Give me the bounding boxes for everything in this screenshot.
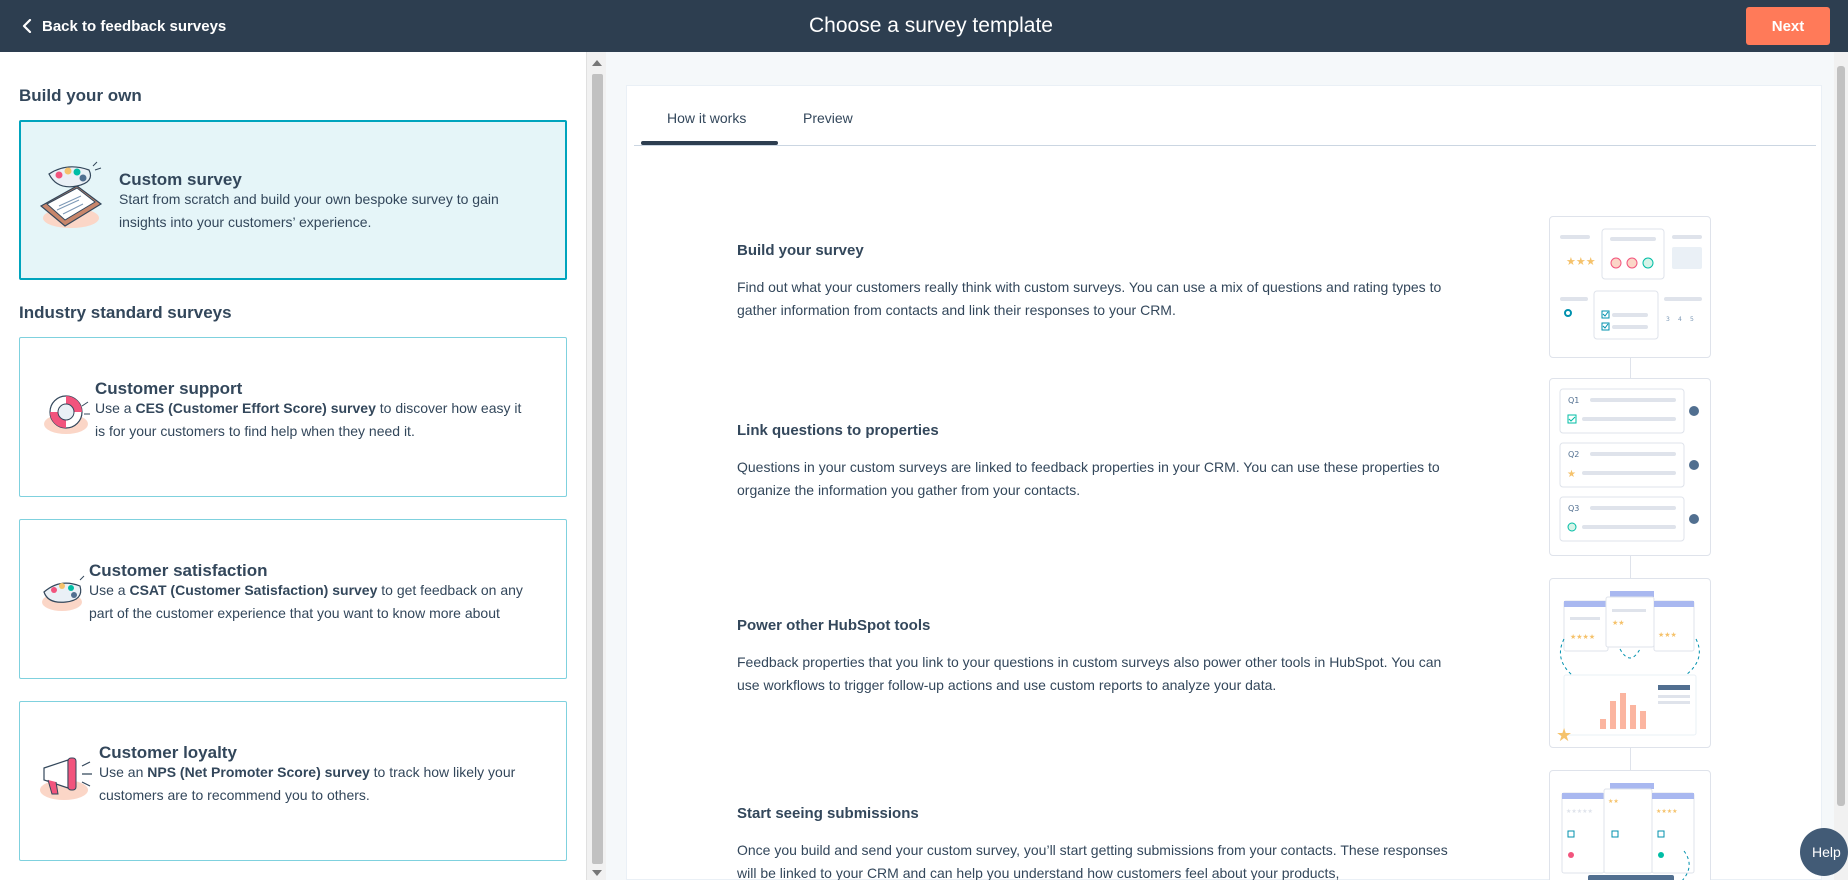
svg-text:4: 4 — [1678, 316, 1682, 323]
step-description: Find out what your customers really think with custom surveys. You can use a mix of questions and rating types to gather information from contacts and link their responses to your CRM. — [737, 279, 1442, 318]
chevron-left-icon — [20, 19, 34, 33]
card-description: Use an NPS (Net Promoter Score) survey to track how likely your customers are to recommend you to others. — [99, 764, 516, 803]
back-link-label: Back to feedback surveys — [42, 17, 227, 35]
template-list-panel — [0, 52, 586, 880]
left-scrollbar[interactable] — [586, 52, 606, 880]
card-title: Custom survey — [119, 170, 242, 189]
palette-icon — [40, 574, 86, 614]
connector-line — [1630, 358, 1631, 378]
step-title: Start seeing submissions — [737, 805, 919, 822]
step-title: Link questions to properties — [737, 422, 939, 439]
submissions-illustration — [1549, 770, 1711, 880]
svg-text:5: 5 — [1690, 316, 1694, 323]
step-title: Power other HubSpot tools — [737, 617, 931, 634]
svg-text:★★★★★: ★★★★★ — [1566, 808, 1593, 815]
svg-text:3: 3 — [1666, 316, 1670, 323]
svg-text:★★★★: ★★★★ — [1656, 808, 1678, 815]
star-icon: ★ — [1556, 725, 1573, 746]
svg-text:Q3: Q3 — [1568, 504, 1580, 513]
star-rating-icon: ★★★ — [1566, 255, 1596, 268]
right-scrollbar[interactable] — [1834, 52, 1848, 880]
lifebuoy-icon — [40, 392, 92, 436]
scroll-thumb[interactable] — [592, 74, 603, 864]
card-title: Customer loyalty — [99, 743, 237, 762]
step-description: Questions in your custom surveys are linked to feedback properties in your CRM. You can use these properties to organize the information you gather from your contacts. — [737, 459, 1440, 498]
linked-properties-illustration — [1549, 378, 1711, 556]
customer-satisfaction-card[interactable] — [19, 519, 567, 679]
card-title: Customer support — [95, 379, 243, 398]
svg-text:★: ★ — [1567, 469, 1576, 480]
svg-text:Q2: Q2 — [1568, 450, 1580, 459]
svg-text:★★: ★★ — [1612, 619, 1625, 627]
connector-line — [1630, 748, 1631, 770]
card-description: Start from scratch and build your own bespoke survey to gain insights into your customers’ experience. — [119, 191, 499, 230]
connector-line — [1630, 556, 1631, 578]
industry-standard-heading: Industry standard surveys — [19, 303, 232, 322]
step-description: Feedback properties that you link to your questions in custom surveys also power other tools in HubSpot. You can use workflows to trigger follow-up actions and use custom reports to analyze your data. — [737, 654, 1442, 693]
next-button[interactable]: Next — [1746, 7, 1830, 45]
card-description: Use a CES (Customer Effort Score) survey to discover how easy it is for your customers to find help when they need it. — [95, 400, 522, 439]
tab-preview[interactable]: Preview — [803, 110, 853, 126]
scroll-up-arrow-icon[interactable] — [592, 60, 602, 66]
top-bar — [0, 0, 1848, 52]
hubspot-tools-illustration — [1549, 578, 1711, 748]
active-tab-indicator — [641, 141, 778, 145]
survey-builder-illustration — [1549, 216, 1711, 358]
palette-clipboard-icon — [37, 160, 107, 234]
scroll-thumb[interactable] — [1837, 66, 1845, 806]
step-title: Build your survey — [737, 242, 864, 259]
customer-support-card[interactable] — [19, 337, 567, 497]
back-link[interactable] — [20, 0, 226, 52]
tab-how-it-works[interactable]: How it works — [667, 110, 747, 126]
card-title: Customer satisfaction — [89, 561, 268, 580]
svg-text:★★★: ★★★ — [1658, 631, 1677, 639]
scroll-down-arrow-icon[interactable] — [592, 870, 602, 876]
svg-text:★★: ★★ — [1608, 798, 1619, 805]
megaphone-icon — [38, 754, 96, 802]
how-it-works-panel — [626, 85, 1822, 880]
customer-loyalty-card[interactable] — [19, 701, 567, 861]
tab-bar — [634, 86, 1816, 146]
custom-survey-card[interactable] — [19, 120, 567, 280]
step-description: Once you build and send your custom survey, you’ll start getting submissions from your contacts. These responses will be linked to your CRM and can help you understand how customers feel about your products, — [737, 842, 1448, 880]
build-your-own-heading: Build your own — [19, 86, 142, 105]
card-description: Use a CSAT (Customer Satisfaction) survey to get feedback on any part of the customer experience that you want to know more about — [89, 582, 523, 621]
svg-text:Q1: Q1 — [1568, 396, 1580, 405]
page-title: Choose a survey template — [809, 14, 1053, 37]
help-button[interactable]: Help — [1800, 828, 1848, 876]
svg-text:★★★★: ★★★★ — [1570, 633, 1596, 641]
